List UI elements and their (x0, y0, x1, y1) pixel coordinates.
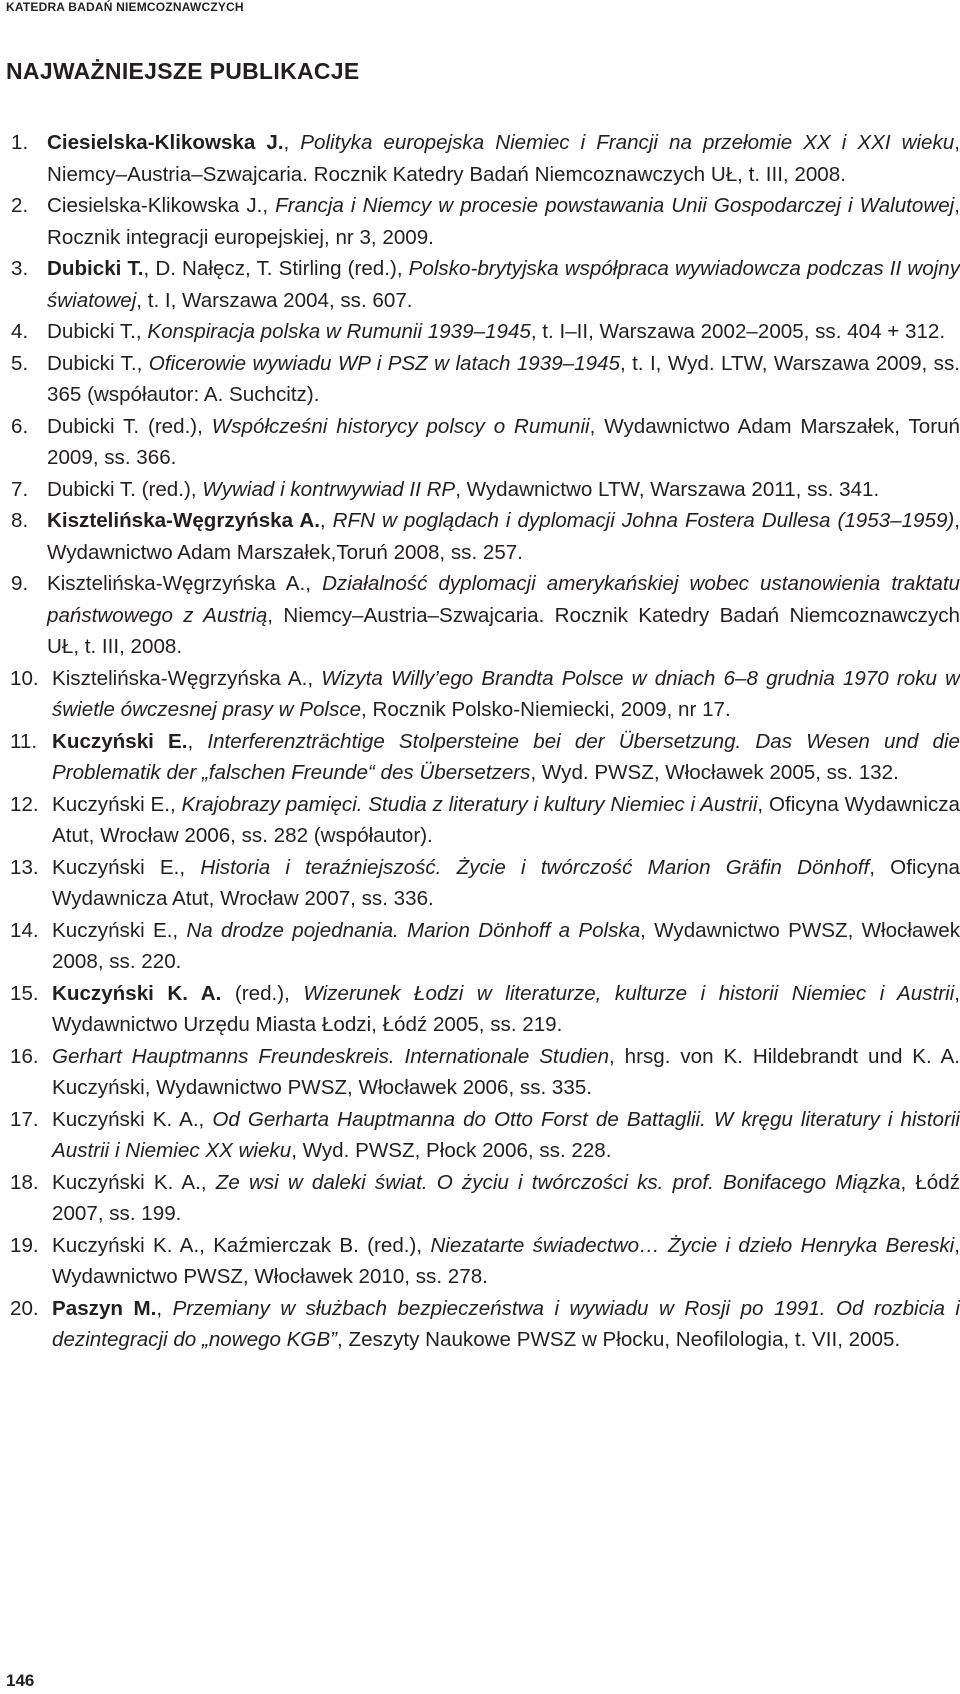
publication-text: Kuczyński K. A., (52, 1107, 213, 1131)
publication-text: , (319, 509, 333, 532)
publication-text: Kisztelińska-Węgrzyńska A., (47, 572, 323, 595)
publication-title: Wywiad i kontrwywiad II RP (202, 477, 456, 501)
publication-title: Od Gerharta Hauptmanna do Otto Forst de Battaglii. W kręgu literatury i historii Austrii i Niemiec XX wieku (52, 1107, 960, 1162)
publication-title: Gerhart Hauptmanns Freundeskreis. Internationale Studien (52, 1044, 610, 1068)
publication-title: Wizerunek Łodzi w literaturze, kulturze i historii Niemiec i Austrii (303, 981, 955, 1005)
publication-text: Dubicki T., (47, 320, 148, 343)
publication-number: 7. (11, 477, 29, 501)
publication-text: Dubicki T. (red.), (47, 477, 203, 501)
section-title: NAJWAŻNIEJSZE PUBLIKACJE (6, 58, 360, 84)
publication-item (0, 127, 960, 190)
publication-text: , Wydawnictwo Urzędu Miasta Łodzi, Łódź 2005, ss. 219. (52, 981, 960, 1036)
publication-item (0, 316, 960, 348)
publication-item (0, 978, 960, 1041)
publication-title: Oficerowie wywiadu WP i PSZ w latach 1939–1945 (148, 351, 620, 375)
publication-text: , hrsg. von K. Hildebrandt und K. A. Kuczyński, Wydawnictwo PWSZ, Włocławek 2006, ss. 335. (52, 1044, 960, 1099)
publication-item (0, 505, 960, 568)
publication-number: 17. (10, 1107, 39, 1131)
publication-number: 3. (11, 257, 29, 280)
publication-text: , t. I–II, Warszawa 2002–2005, ss. 404 + 312. (530, 320, 946, 343)
publication-text: , D. Nałęcz, T. Stirling (red.), (143, 257, 409, 280)
publication-item (0, 789, 960, 852)
publication-number: 6. (11, 414, 29, 438)
publication-author: Ciesielska-Klikowska J. (47, 131, 284, 154)
publication-item (0, 474, 960, 506)
publication-text: , Wydawnictwo PWSZ, Włocławek 2008, ss. 220. (52, 918, 960, 973)
publication-text: Kuczyński K. A., Kaźmierczak B. (red.), (52, 1233, 431, 1257)
publication-title: Konspiracja polska w Rumunii 1939–1945 (147, 320, 531, 343)
publication-number: 14. (10, 918, 39, 942)
publication-text: , Niemcy–Austria–Szwajcaria. Rocznik Katedry Badań Niemcoznawczych UŁ, t. III, 2008. (47, 603, 960, 658)
publication-text: (red.), (221, 981, 304, 1005)
publication-title: Interferenzträchtige Stolpersteine bei der Übersetzung. Das Wesen und die Problematik der „falschen Freunde“ des Übersetzers (52, 729, 960, 784)
publication-number: 1. (11, 131, 29, 154)
publication-title: RFN w poglądach i dyplomacji Johna Fostera Dullesa (1953–1959) (332, 509, 955, 532)
publication-text: Kisztelińska-Węgrzyńska A., (52, 666, 322, 690)
publication-title: Polsko-brytyjska współpraca wywiadowcza podczas II wojny światowej (47, 257, 960, 312)
publication-item (0, 411, 960, 474)
publication-number: 18. (10, 1170, 39, 1194)
publication-author: Dubicki T. (47, 257, 144, 280)
publication-text: , Wyd. PWSZ, Włocławek 2005, ss. 132. (530, 761, 899, 784)
publication-number: 19. (10, 1233, 39, 1257)
publication-text: Kuczyński K. A., (52, 1170, 216, 1194)
publication-list (0, 127, 960, 1356)
publication-text: , Rocznik integracji europejskiej, nr 3, 2009. (47, 194, 960, 249)
publication-text: , t. I, Wyd. LTW, Warszawa 2009, ss. 365 (współautor: A. Suchcitz). (47, 351, 960, 406)
publication-number: 12. (10, 792, 39, 816)
publication-text: , (156, 1296, 173, 1320)
publication-number: 8. (11, 509, 29, 532)
publication-number: 15. (10, 981, 39, 1005)
publication-item (0, 1230, 960, 1293)
publication-author: Paszyn M. (52, 1296, 157, 1320)
running-head: KATEDRA BADAŃ NIEMCOZNAWCZYCH (6, 0, 244, 14)
publication-title: Niezatarte świadectwo… Życie i dzieło Henryka Bereski (430, 1233, 955, 1257)
publication-text: , Oficyna Wydawnicza Atut, Wrocław 2007, ss. 336. (52, 855, 960, 910)
publication-text: Kuczyński E., (52, 918, 187, 942)
publication-author: Kuczyński K. A. (52, 981, 222, 1005)
publication-text: Kuczyński E., (52, 792, 182, 816)
publication-item (0, 568, 960, 663)
publication-item (0, 348, 960, 411)
publication-author: Kuczyński E. (52, 729, 188, 753)
publication-number: 5. (11, 351, 29, 375)
publication-text: , Zeszyty Naukowe PWSZ w Płocku, Neofilologia, t. VII, 2005. (337, 1328, 901, 1351)
publication-text: , Niemcy–Austria–Szwajcaria. Rocznik Katedry Badań Niemcoznawczych UŁ, t. III, 2008. (47, 131, 960, 186)
publication-item (0, 1167, 960, 1230)
publication-text: , Wydawnictwo Adam Marszałek,Toruń 2008, ss. 257. (47, 509, 960, 564)
publication-title: Przemiany w służbach bezpieczeństwa i wywiadu w Rosji po 1991. Od rozbicia i dezintegracji do „nowego KGB” (52, 1296, 960, 1351)
publication-number: 10. (10, 666, 39, 690)
publication-text: , (187, 729, 208, 753)
publication-item (0, 852, 960, 915)
publication-title: Francja i Niemcy w procesie powstawania Unii Gospodarczej i Walutowej (275, 194, 955, 217)
publication-text: , Łódź 2007, ss. 199. (52, 1170, 960, 1225)
publication-number: 9. (11, 572, 29, 595)
publication-title: Współcześni historycy polscy o Rumunii (211, 414, 590, 438)
publication-number: 13. (10, 855, 39, 879)
publication-text: , Wydawnictwo LTW, Warszawa 2011, ss. 341. (455, 477, 880, 501)
publication-number: 20. (10, 1296, 39, 1320)
publication-number: 2. (11, 194, 29, 217)
publication-number: 11. (10, 729, 38, 753)
publication-item (0, 1293, 960, 1356)
publication-author: Kisztelińska-Węgrzyńska A. (47, 509, 320, 532)
publication-title: Krajobrazy pamięci. Studia z literatury i kultury Niemiec i Austrii (181, 792, 758, 816)
publication-title: Na drodze pojednania. Marion Dönhoff a Polska (186, 918, 641, 942)
publication-title: Ze wsi w daleki świat. O życiu i twórczości ks. prof. Bonifacego Miązka (215, 1170, 901, 1194)
publication-text: Ciesielska-Klikowska J. (47, 194, 263, 217)
publication-item (0, 726, 960, 789)
publication-text: , Rocznik Polsko-Niemiecki, 2009, nr 17. (361, 698, 731, 721)
publication-text: , Wyd. PWSZ, Płock 2006, ss. 228. (291, 1139, 612, 1162)
publication-item (0, 1041, 960, 1104)
publication-title: Wizyta Willy’ego Brandta Polsce w dniach 6–8 grudnia 1970 roku w świetle ówczesnej prasy w Polsce (52, 666, 960, 721)
publication-title: Działalność dyplomacji amerykańskiej wobec ustanowienia traktatu państwowego z Austrią (47, 572, 960, 627)
publication-item (0, 1104, 960, 1167)
publication-item (0, 190, 960, 253)
publication-title: Polityka europejska Niemiec i Francji na przełomie XX i XXI wieku (300, 131, 955, 154)
publication-text: , (283, 131, 301, 154)
publication-text: , Wydawnictwo Adam Marszałek, Toruń 2009, ss. 366. (47, 414, 960, 469)
publication-text: , t. I, Warszawa 2004, ss. 607. (136, 288, 413, 312)
publication-item (0, 663, 960, 726)
publication-text: Dubicki T., (47, 351, 149, 375)
publication-item (0, 915, 960, 978)
publication-item (0, 253, 960, 316)
publication-number: 16. (10, 1044, 39, 1068)
publication-title: Historia i teraźniejszość. Życie i twórczość Marion Gräfin Dönhoff (200, 855, 870, 879)
publication-text: Kuczyński E., (52, 855, 201, 879)
publication-text: , (262, 194, 276, 217)
publication-text: Dubicki T. (red.), (47, 414, 212, 438)
page-number: 146 (6, 1671, 35, 1690)
publication-text: , Wydawnictwo PWSZ, Włocławek 2010, ss. 278. (52, 1233, 960, 1288)
publication-text: , Oficyna Wydawnicza Atut, Wrocław 2006, ss. 282 (współautor). (52, 792, 960, 847)
publication-number: 4. (11, 320, 29, 343)
